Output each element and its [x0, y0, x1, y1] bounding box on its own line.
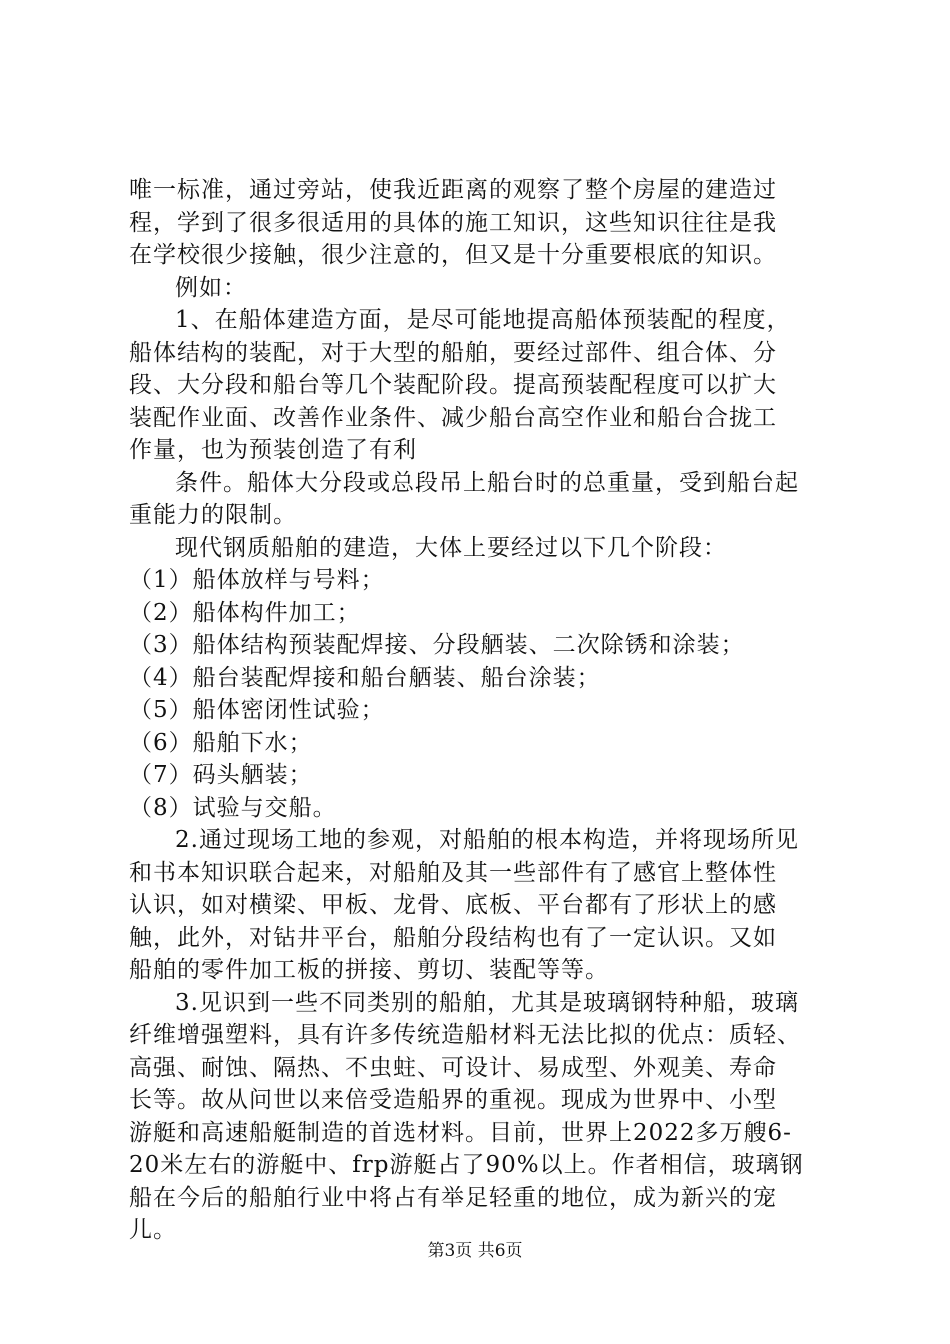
list-item: （7）码头舾装；: [129, 762, 313, 788]
text-line: 长等。故从问世以来倍受造船界的重视。现成为世界中、小型: [129, 1087, 777, 1113]
text-line: 船体结构的装配，对于大型的船舶，要经过部件、组合体、分: [129, 339, 777, 366]
list-item: （6）船舶下水；: [129, 729, 313, 756]
text-line: 触，此外，对钻井平台，船舶分段结构也有了一定认识。又如: [129, 924, 777, 951]
text-line: 儿。: [129, 1217, 177, 1243]
text-line: 条件。船体大分段或总段吊上船台时的总重量，受到船台起: [175, 469, 799, 496]
list-item: （1）船体放样与号料；: [129, 567, 385, 593]
text-line: 认识，如对横梁、甲板、龙骨、底板、平台都有了形状上的感: [129, 892, 777, 918]
page-number: 第3页 共6页: [427, 1241, 523, 1261]
text-line: 段、大分段和船台等几个装配阶段。提高预装配程度可以扩大: [129, 372, 777, 398]
list-item: （5）船体密闭性试验；: [129, 697, 385, 723]
text-line: 程，学到了很多很适用的具体的施工知识，这些知识往往是我: [129, 209, 777, 236]
text-line: 唯一标准，通过旁站，使我近距离的观察了整个房屋的建造过: [129, 177, 777, 203]
text-line: 3.见识到一些不同类别的船舶，尤其是玻璃钢特种船，玻璃: [175, 989, 799, 1016]
text-line: 2.通过现场工地的参观，对船舶的根本构造，并将现场所见: [175, 827, 799, 853]
text-line: 1、在船体建造方面，是尽可能地提高船体预装配的程度，: [175, 307, 791, 333]
text-line: 和书本知识联合起来，对船舶及其一些部件有了感官上整体性: [129, 859, 777, 886]
text-line: 在学校很少接触，很少注意的，但又是十分重要根底的知识。: [129, 242, 777, 268]
text-line: 船舶的零件加工板的拼接、剪切、装配等等。: [129, 957, 609, 983]
list-item: （2）船体构件加工；: [129, 599, 361, 626]
text-line: 船在今后的船舶行业中将占有举足轻重的地位，成为新兴的宠: [129, 1184, 777, 1211]
list-item: （3）船体结构预装配焊接、分段舾装、二次除锈和涂装；: [129, 632, 745, 658]
text-line: 现代钢质船舶的建造，大体上要经过以下几个阶段：: [175, 534, 727, 561]
page-footer: [0, 1241, 950, 1261]
text-line: 20米左右的游艇中、frp游艇占了90%以上。作者相信，玻璃钢: [129, 1152, 804, 1178]
text-line: 作量，也为预装创造了有利: [129, 437, 417, 463]
text-line: 高强、耐蚀、隔热、不虫蛀、可设计、易成型、外观美、寿命: [129, 1054, 777, 1081]
text-line: 游艇和高速船艇制造的首选材料。目前，世界上2022多万艘6-: [129, 1119, 792, 1146]
text-line: 重能力的限制。: [129, 502, 297, 528]
text-line: 纤维增强塑料，具有许多传统造船材料无法比拟的优点：质轻、: [129, 1022, 801, 1048]
list-item: （8）试验与交船。: [129, 794, 337, 821]
document-body: [129, 174, 825, 1247]
list-item: （4）船台装配焊接和船台舾装、船台涂装；: [129, 664, 601, 691]
text-line: 例如：: [175, 274, 247, 301]
text-line: 装配作业面、改善作业条件、减少船台高空作业和船台合拢工: [129, 404, 777, 431]
